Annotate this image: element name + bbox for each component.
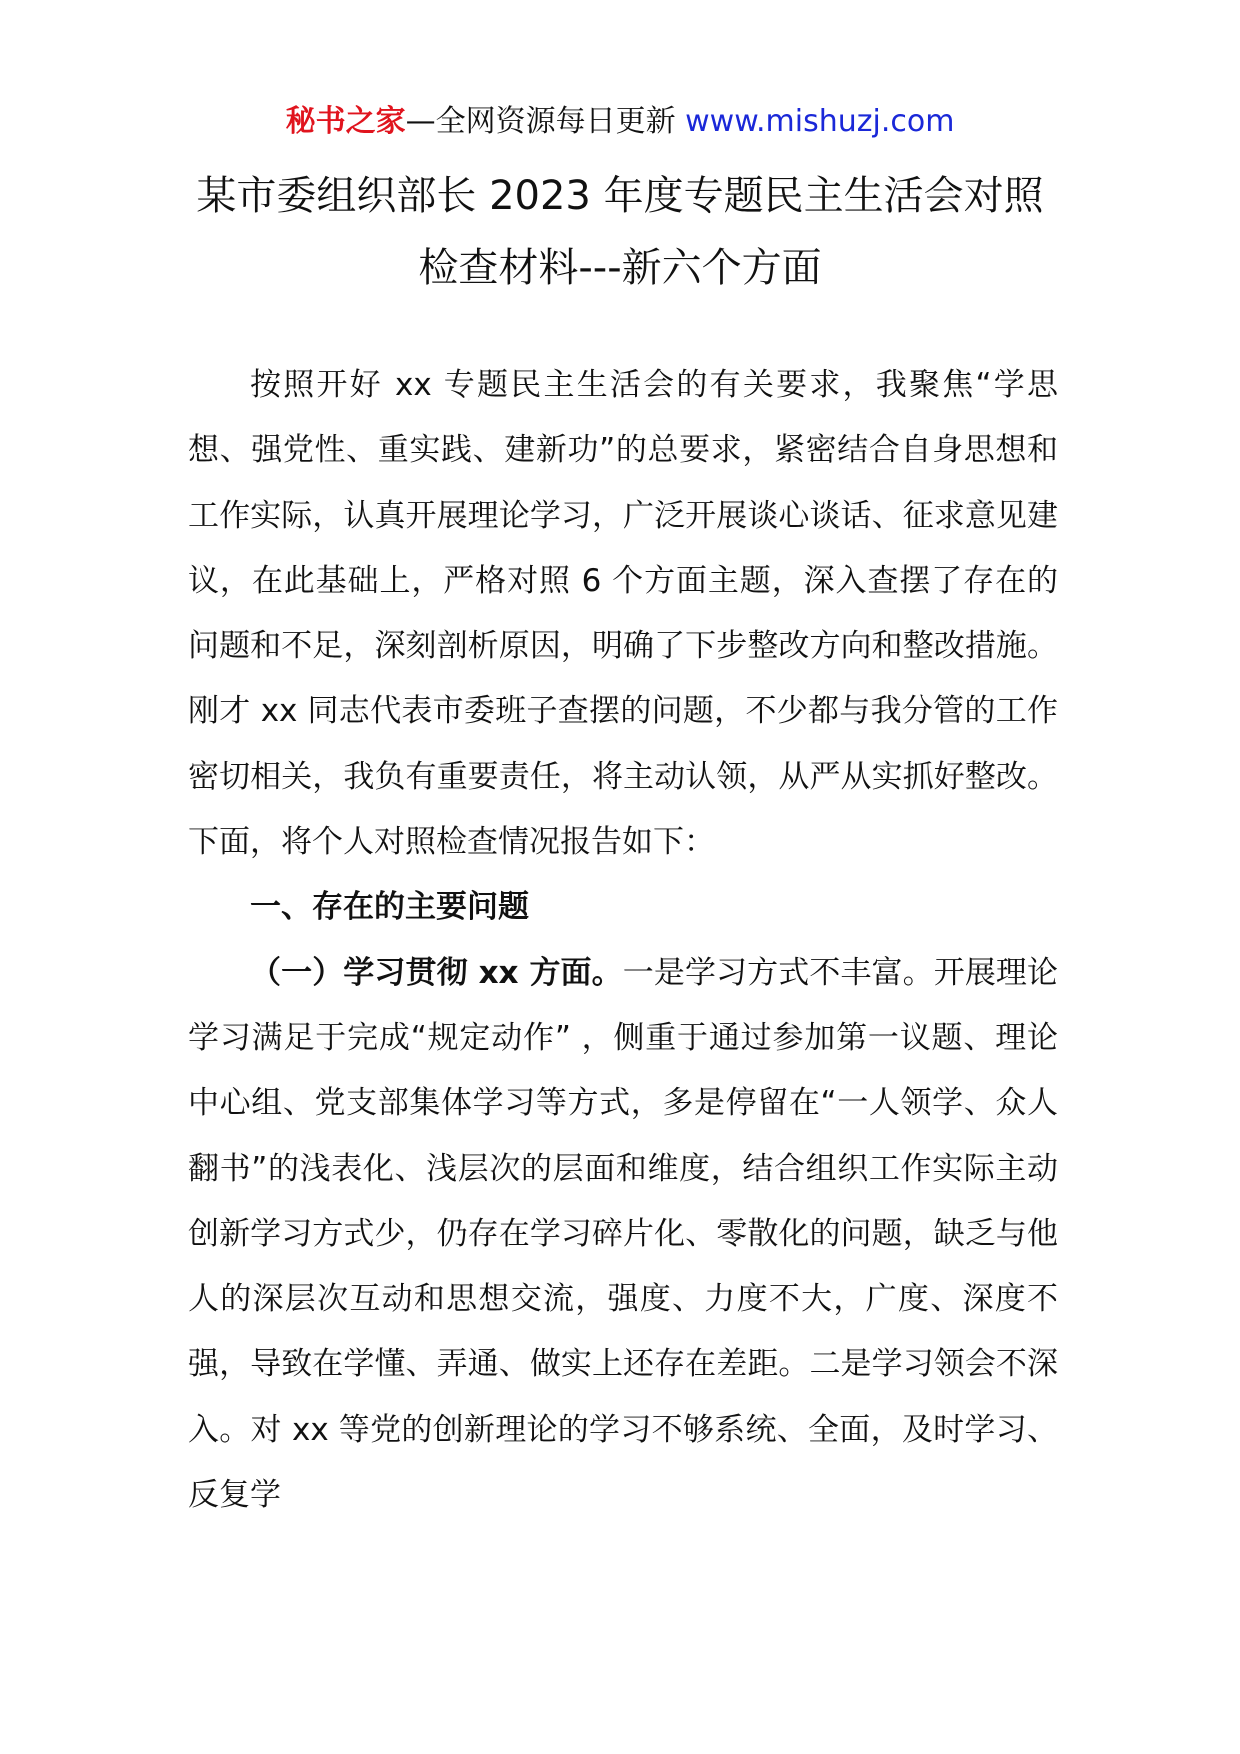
section-heading-1: 一、存在的主要问题	[250, 889, 529, 926]
document-title-line-2: 检查材料---新六个方面	[418, 245, 822, 291]
intro-paragraph: 按照开好 xx 专题民主生活会的有关要求，我聚焦“学思想、强党性、重实践、建新功”的总要求，紧密结合自身思想和工作实际，认真开展理论学习，广泛开展谈心谈话、征求意见建议，在此基础上，严格对照 6 个方面主题，深入查摆了存在的问题和不足，深刻剖析原因，明确了下步整改方向和整改措施。刚才 xx 同志代表市委班子查摆的问题，不少都与我分管的工作密切相关，我负有重要责任，将主动认领，从严从实抓好整改。下面，将个人对照检查情况报告如下：	[188, 367, 1058, 861]
brand-name: 秘书之家	[285, 104, 406, 139]
header-tagline: —全网资源每日更新	[405, 104, 686, 139]
subsection-text-1: 一是学习方式不丰富。开展理论学习满足于完成“规定动作” ，侧重于通过参加第一议题、理论中心组、党支部集体学习等方式，多是停留在“一人领学、众人翻书”的浅表化、浅层次的层面和维度，结合组织工作实际主动创新学习方式少，仍存在学习碎片化、零散化的问题，缺乏与他人的深层次互动和思想交流，强度、力度不大，广度、深度不强，导致在学懂、弄通、做实上还存在差距。二是学习领会不深入。对 xx 等党的创新理论的学习不够系统、全面，及时学习、反复学	[188, 954, 1059, 1514]
document-body	[188, 353, 1058, 1528]
subsection-paragraph-1	[188, 941, 1058, 1529]
document-title	[150, 160, 1090, 304]
subsection-heading-1: （一）学习贯彻 xx 方面。	[250, 954, 623, 991]
site-url-link[interactable]: www.mishuzj.com	[685, 104, 955, 139]
site-header-banner	[0, 100, 1240, 144]
document-title-line-1: 某市委组织部长 2023 年度专题民主生活会对照	[196, 173, 1044, 219]
